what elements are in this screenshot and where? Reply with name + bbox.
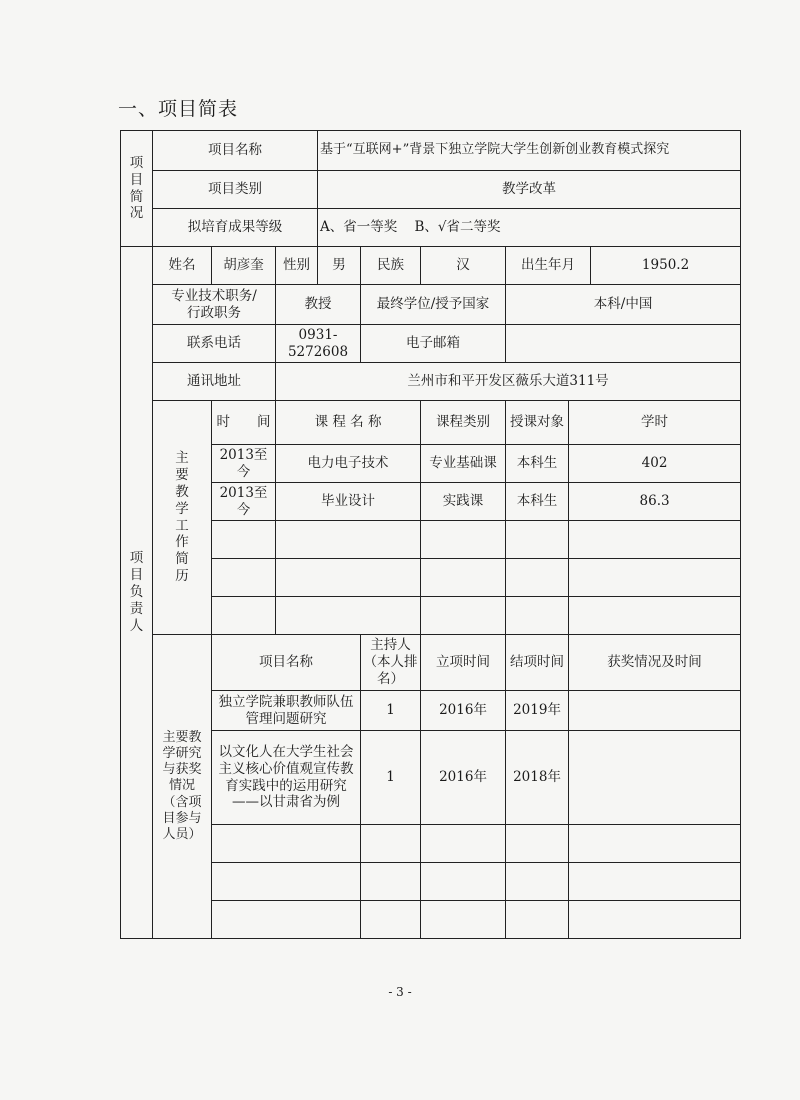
- research-award: [569, 863, 741, 901]
- teaching-time: 2013至今: [212, 483, 276, 521]
- teaching-course: 电力电子技术: [276, 445, 421, 483]
- teaching-audience: 本科生: [506, 483, 569, 521]
- table-row: [121, 445, 741, 483]
- address-value: 兰州市和平开发区薇乐大道311号: [276, 363, 741, 401]
- table-row: [121, 863, 741, 901]
- leader-section-label: 项 目 负 责 人: [121, 247, 153, 939]
- research-end: 2018年: [506, 731, 569, 825]
- teaching-header-audience: 授课对象: [506, 401, 569, 445]
- birth-value: 1950.2: [591, 247, 741, 285]
- research-header-award: 获奖情况及时间: [569, 635, 741, 691]
- project-type-value: 教学改革: [318, 171, 741, 209]
- phone-value: 0931-5272608: [276, 325, 361, 363]
- teaching-category: 专业基础课: [421, 445, 506, 483]
- gender-value: 男: [318, 247, 361, 285]
- teaching-category: [421, 559, 506, 597]
- teaching-header-hours: 学时: [569, 401, 741, 445]
- table-row: [121, 901, 741, 939]
- research-project-name: 独立学院兼职教师队伍管理问题研究: [212, 691, 361, 731]
- research-header-start: 立项时间: [421, 635, 506, 691]
- research-host-rank: [361, 901, 421, 939]
- teaching-audience: [506, 521, 569, 559]
- grade-value: A、省一等奖 B、√省二等奖: [318, 209, 741, 247]
- research-award: [569, 691, 741, 731]
- name-label: 姓名: [153, 247, 212, 285]
- research-project-name: 以文化人在大学生社会主义核心价值观宣传教育实践中的运用研究——以甘肃省为例: [212, 731, 361, 825]
- summary-section-label: 项 目 简 况: [121, 131, 153, 247]
- teaching-hours: 402: [569, 445, 741, 483]
- teaching-time: 2013至今: [212, 445, 276, 483]
- research-header-name: 项目名称: [212, 635, 361, 691]
- address-label: 通讯地址: [153, 363, 276, 401]
- research-project-name: [212, 863, 361, 901]
- teaching-audience: [506, 597, 569, 635]
- phone-label: 联系电话: [153, 325, 276, 363]
- teaching-category: 实践课: [421, 483, 506, 521]
- section-heading: 一、项目简表: [118, 98, 239, 120]
- birth-label: 出生年月: [506, 247, 591, 285]
- research-header-host: 主持人（本人排名）: [361, 635, 421, 691]
- table-row: [121, 559, 741, 597]
- page-number: - 3 -: [388, 985, 412, 999]
- grade-label: 拟培育成果等级: [153, 209, 318, 247]
- teaching-hours: [569, 559, 741, 597]
- research-header-end: 结项时间: [506, 635, 569, 691]
- table-row: [121, 597, 741, 635]
- research-end: [506, 901, 569, 939]
- gender-label: 性别: [276, 247, 318, 285]
- teaching-time: [212, 597, 276, 635]
- research-end: [506, 825, 569, 863]
- table-row: [121, 691, 741, 731]
- table-row: [121, 731, 741, 825]
- teaching-section-label: 主 要 教 学 工 作 简 历: [153, 401, 212, 635]
- teaching-audience: 本科生: [506, 445, 569, 483]
- teaching-course: [276, 597, 421, 635]
- table-row: [121, 483, 741, 521]
- teaching-header-category: 课程类别: [421, 401, 506, 445]
- teaching-audience: [506, 559, 569, 597]
- title-value: 教授: [276, 285, 361, 325]
- ethnic-label: 民族: [361, 247, 421, 285]
- research-award: [569, 825, 741, 863]
- degree-value: 本科/中国: [506, 285, 741, 325]
- research-project-name: [212, 825, 361, 863]
- research-start: [421, 901, 506, 939]
- project-name-value: 基于“互联网+”背景下独立学院大学生创新创业教育模式探究: [318, 131, 741, 171]
- degree-label: 最终学位/授予国家: [361, 285, 506, 325]
- teaching-header-time: 时 间: [212, 401, 276, 445]
- research-section-label: 主要教 学研究 与获奖 情况 （含项 目参与 人员）: [153, 635, 212, 939]
- teaching-category: [421, 597, 506, 635]
- teaching-hours: [569, 597, 741, 635]
- research-award: [569, 731, 741, 825]
- research-start: 2016年: [421, 691, 506, 731]
- research-host-rank: [361, 863, 421, 901]
- research-project-name: [212, 901, 361, 939]
- name-value: 胡彦奎: [212, 247, 276, 285]
- teaching-time: [212, 521, 276, 559]
- email-label: 电子邮箱: [361, 325, 506, 363]
- project-summary-table: [120, 130, 741, 939]
- table-row: [121, 825, 741, 863]
- teaching-time: [212, 559, 276, 597]
- teaching-course: [276, 521, 421, 559]
- table-row: [121, 521, 741, 559]
- research-host-rank: 1: [361, 691, 421, 731]
- research-host-rank: [361, 825, 421, 863]
- project-name-label: 项目名称: [153, 131, 318, 171]
- teaching-course: [276, 559, 421, 597]
- teaching-course: 毕业设计: [276, 483, 421, 521]
- research-start: [421, 825, 506, 863]
- research-award: [569, 901, 741, 939]
- ethnic-value: 汉: [421, 247, 506, 285]
- teaching-header-course: 课 程 名 称: [276, 401, 421, 445]
- research-end: [506, 863, 569, 901]
- project-type-label: 项目类别: [153, 171, 318, 209]
- research-start: [421, 863, 506, 901]
- teaching-hours: [569, 521, 741, 559]
- teaching-hours: 86.3: [569, 483, 741, 521]
- teaching-category: [421, 521, 506, 559]
- research-start: 2016年: [421, 731, 506, 825]
- title-label: 专业技术职务/ 行政职务: [153, 285, 276, 325]
- research-end: 2019年: [506, 691, 569, 731]
- research-host-rank: 1: [361, 731, 421, 825]
- email-value: [506, 325, 741, 363]
